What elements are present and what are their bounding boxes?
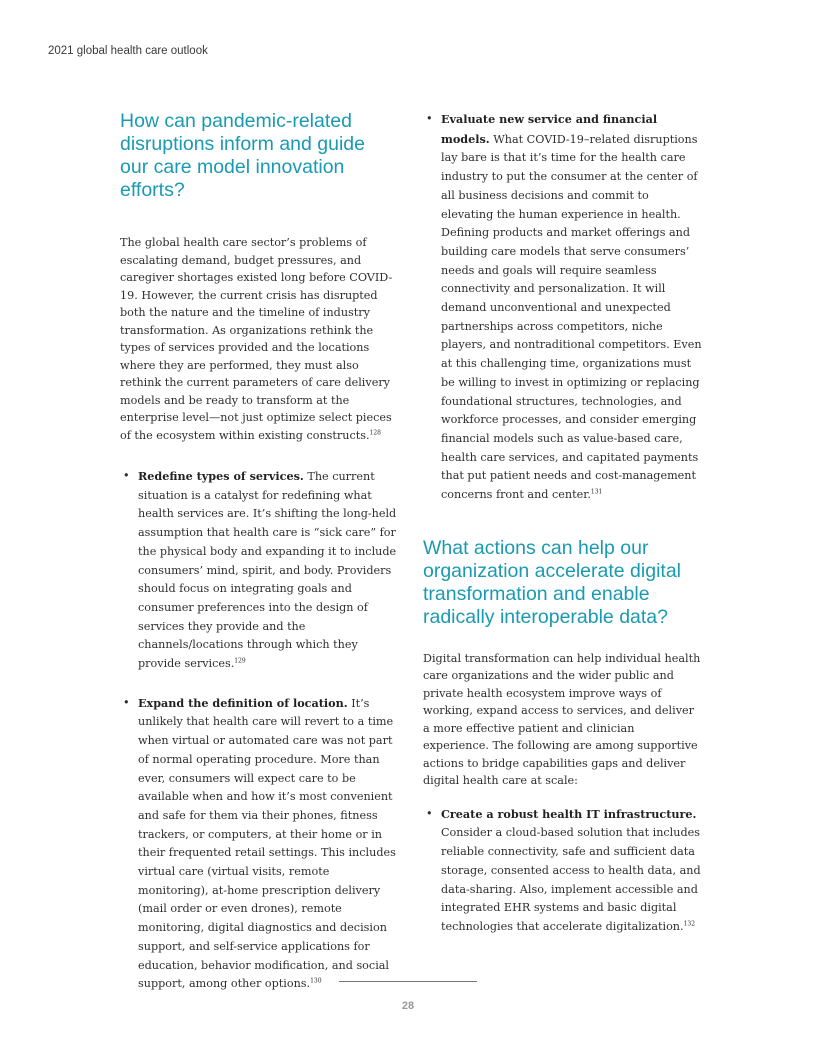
footnote-ref: 130 (310, 977, 322, 985)
left-intro-paragraph (120, 234, 398, 444)
bullet-health-it-infrastructure (423, 805, 703, 937)
left-intro-text: The global health care sector’s problems of escalating demand, budget pressures, and caregiver shortages existed long before COVID-19. However, the current crisis has disrupted both the nature and the timeline of industry transformation. As organizations rethink the types of services provided and the locations where they are performed, they must also rethink the current parameters of care delivery models and be ready to transform at the enterprise level—not just optimize select pieces of the ecosystem within existing constructs. (120, 236, 393, 442)
right-section-heading: What actions can help our organization accelerate digital transformation and enable radically interoperable data? (423, 536, 681, 628)
bullet-text: What COVID-19–related disruptions lay bare is that it’s time for the health care industry to put the consumer at the center of all business decisions and commit to elevating the human experience in health. Defining products and market offerings and building care models that serve consumers’ needs and goals will require seamless connectivity and personalization. It will demand unconventional and unexpected partnerships across competitors, niche players, and nontraditional competitors. Even at this challenging time, organizations must be willing to invest in optimizing or replacing foundational structures, technologies, and workforce processes, and consider emerging financial models such as value-based care, health care services, and capitated payments that put patient needs and cost-management concerns front and center. (441, 132, 702, 502)
right-intro-paragraph: Digital transformation can help individual health care organizations and the wider public and private health ecosystem improve ways of working, expand access to services, and deliver a more effective patient and clinician experience. The following are among supportive actions to bridge capabilities gaps and deliver digital health care at scale: (423, 651, 701, 788)
right-column (423, 110, 703, 937)
bullet-title: Redefine types of services. (138, 469, 304, 483)
footnote-ref: 131 (590, 488, 603, 496)
bullet-text: Consider a cloud-based solution that includes reliable connectivity, safe and sufficient data storage, consented access to health data, and data-sharing. Also, implement accessible and integrated EHR systems and basic digital technologies that accelerate digitalization. (441, 826, 701, 933)
bullet-title: Expand the definition of location. (138, 695, 348, 710)
bullet-redefine-services (120, 467, 398, 674)
running-head: 2021 global health care outlook (48, 45, 208, 57)
left-column (120, 110, 398, 994)
footnote-ref: 128 (369, 428, 381, 436)
bullet-evaluate-models (423, 110, 703, 505)
footnote-ref: 132 (683, 920, 696, 928)
page-number: 28 (401, 1000, 415, 1012)
bullet-title: Create a robust health IT infrastructure. (441, 806, 697, 821)
bullet-text: The current situation is a catalyst for redefining what health services are. It’s shifting the long-held assumption that health care is “sick care” for the physical body and expanding it to include consumers’ mind, spirit, and body. Providers should focus on integrating goals and consumer preferences into the design of services they provide and the channels/locations through which they provide services. (138, 470, 397, 671)
footer-divider (339, 981, 477, 982)
footnote-ref: 129 (234, 657, 246, 665)
bullet-expand-location (120, 694, 398, 994)
bullet-text: It’s unlikely that health care will revert to a time when virtual or automated care was not part of normal operating procedure. More than ever, consumers will expect care to be available when and how it’s most convenient and safe for them via their phones, fitness trackers, or computers, at their home or in their frequented retail settings. This includes virtual care (virtual visits, remote monitoring), at-home prescription delivery (mail order or even drones), remote monitoring, digital diagnostics and decision support, and self-service applications for education, behavior modification, and social support, among other options. (138, 696, 396, 991)
left-section-heading: How can pandemic-related disruptions inform and guide our care model innovation efforts? (120, 110, 365, 201)
bullet-title: Evaluate new service and financial models. (441, 112, 658, 146)
